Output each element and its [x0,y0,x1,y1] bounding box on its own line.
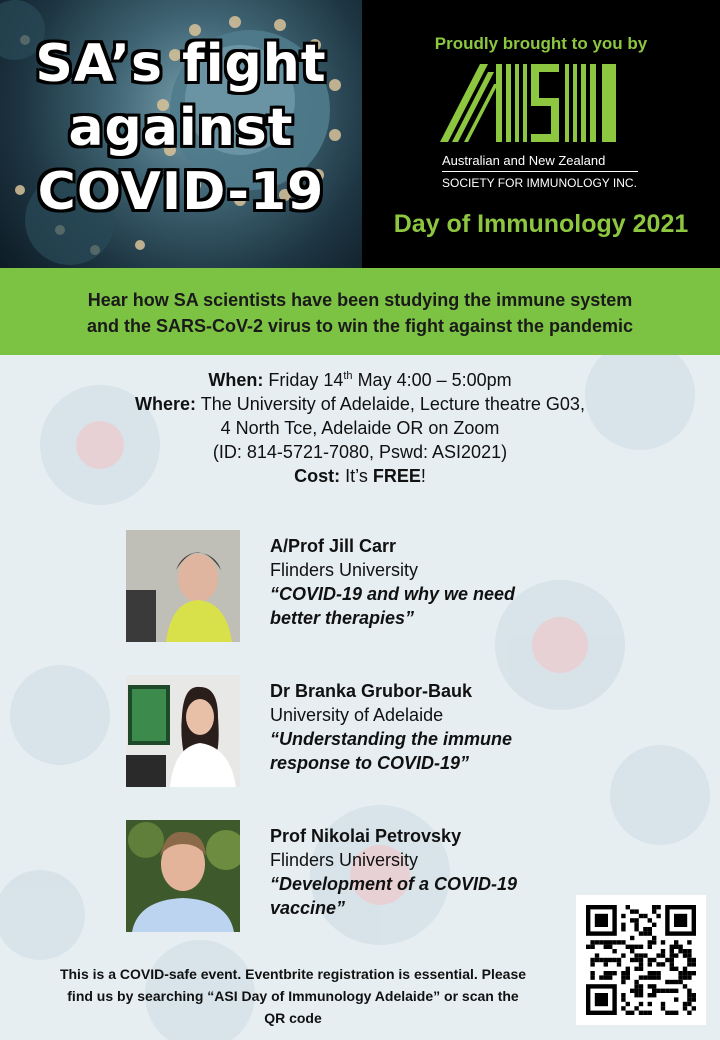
when-label: When: [208,370,264,390]
talk-title-line-2: response to COVID-19” [270,753,470,773]
registration-note [18,963,568,1029]
talk-title-line-1: “COVID-19 and why we need [270,584,516,604]
speaker-affiliation: University of Adelaide [270,705,444,725]
event-details [0,368,720,488]
society-divider [442,171,638,172]
sponsor-panel [362,0,720,268]
event-title: Day of Immunology 2021 [393,210,689,238]
cost-line [0,464,720,488]
talk-title-line-1: “Understanding the immune [270,729,513,749]
where-value: The University of Adelaide, Lecture theatre G03, [200,394,585,414]
footer-line-2: find us by searching “ASI Day of Immunology Adelaide” or scan the [67,988,519,1004]
speaker-affiliation: Flinders University [270,560,419,580]
speaker-1 [0,530,720,650]
speaker-name: Prof Nikolai Petrovsky [270,826,462,846]
speaker-info [270,824,600,920]
title-line-3: COVID-19 [37,162,325,222]
tagline-line-1: Hear how SA scientists have been studying the immune system [87,290,633,310]
title-line-2: against [68,98,294,158]
when-line [0,368,720,392]
speaker-info [270,534,600,630]
footer-line-1: This is a COVID-safe event. Eventbrite registration is essential. Please [59,966,527,982]
speaker-info [270,679,600,775]
society-name [442,152,642,192]
society-line-2: SOCIETY FOR IMMUNOLOGY INC. [442,176,637,190]
qr-code[interactable] [576,895,706,1025]
speaker-name: Dr Branka Grubor-Bauk [270,681,473,701]
speaker-affiliation: Flinders University [270,850,419,870]
speaker-2 [0,675,720,795]
title-line-1: SA’s fight [35,34,327,94]
cost-label: Cost: [294,466,341,486]
when-day: Friday 14 [268,370,344,390]
zoom-info: (ID: 814-5721-7080, Pswd: ASI2021) [212,442,508,462]
hero-virus-image [0,0,362,268]
asi-logo [440,62,640,146]
where-line [0,392,720,416]
tagline-band [0,268,720,355]
cost-value: FREE [372,466,421,486]
talk-title-line-1: “Development of a COVID-19 [270,874,518,894]
where-line-2: 4 North Tce, Adelaide OR on Zoom [220,418,500,438]
talk-title-line-2: better therapies” [270,608,415,628]
qr-code-image [576,895,706,1025]
footer-line-3: QR code [264,1010,322,1026]
speaker-photo [126,530,240,642]
society-line-1: Australian and New Zealand [442,153,606,168]
when-sup: th [343,370,353,382]
speaker-photo [126,675,240,787]
speaker-name: A/Prof Jill Carr [270,536,397,556]
cost-suffix: ! [420,466,426,486]
talk-title-line-2: vaccine” [270,898,346,918]
tagline-line-2: and the SARS-CoV-2 virus to win the fight against the pandemic [86,316,634,336]
tagline [0,287,720,339]
when-rest: May 4:00 – 5:00pm [352,370,512,390]
speaker-photo [126,820,240,932]
brought-by-text: Proudly brought to you by [434,34,648,53]
where-label: Where: [135,394,197,414]
cost-prefix: It’s [345,466,373,486]
